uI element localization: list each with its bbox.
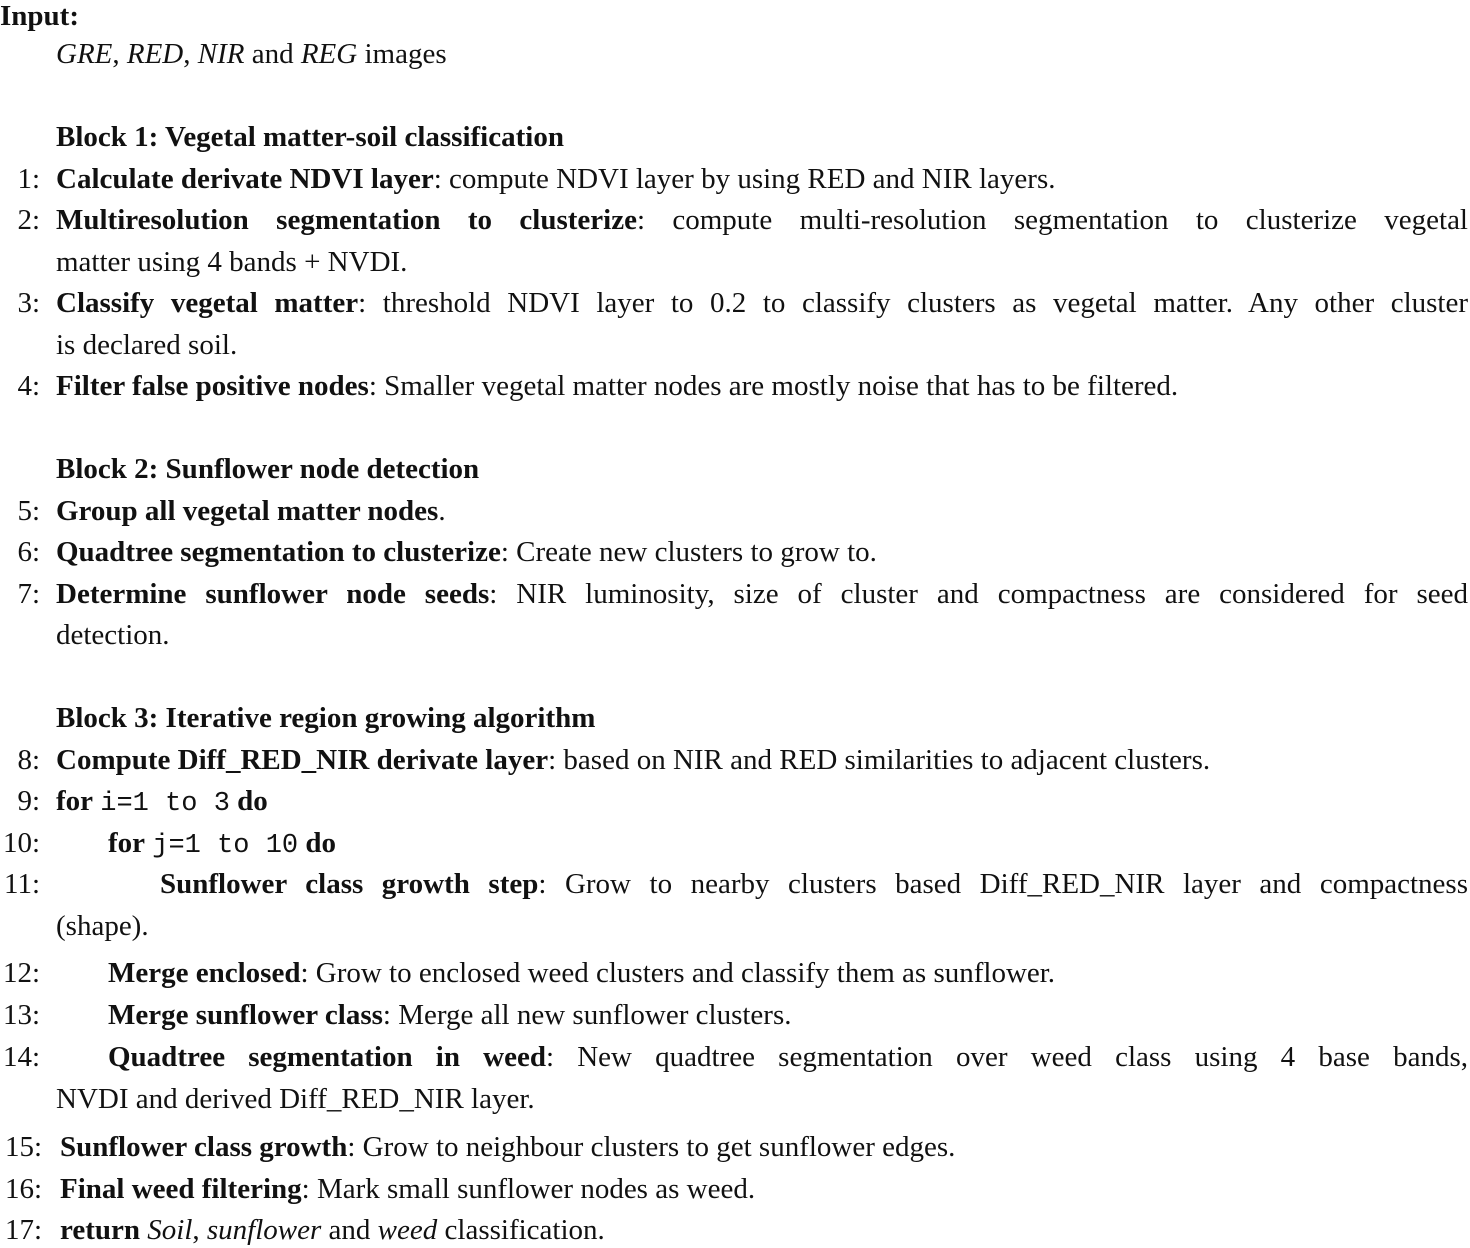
step-1: Calculate derivate NDVI layer: compute NDVI layer by using RED and NIR layers. (56, 163, 1056, 195)
step-11-continuation: (shape). (56, 910, 149, 942)
line-number-5: 5: (17, 495, 40, 527)
line-number-3: 3: (17, 287, 40, 319)
step-3-continuation: is declared soil. (56, 329, 238, 361)
step-7-continuation: detection. (56, 619, 170, 651)
line-number-4: 4: (17, 370, 40, 402)
step-6: Quadtree segmentation to clusterize: Create new clusters to grow to. (56, 536, 877, 568)
line-number-1: 1: (17, 163, 40, 195)
step-13: Merge sunflower class: Merge all new sunflower clusters. (108, 999, 792, 1031)
line-number-9: 9: (17, 785, 40, 817)
step-16: Final weed filtering: Mark small sunflower nodes as weed. (60, 1173, 756, 1205)
input-description: GRE, RED, NIR and REG images (56, 38, 447, 70)
step-2-continuation: matter using 4 bands + NVDI. (56, 246, 408, 278)
line-number-17: 17: (4, 1214, 42, 1246)
line-number-6: 6: (17, 536, 40, 568)
line-number-11: 11: (4, 868, 40, 900)
line-number-14: 14: (2, 1041, 40, 1073)
step-8: Compute Diff_RED_NIR derivate layer: based on NIR and RED similarities to adjacent clusters. (56, 744, 1211, 776)
line-number-2: 2: (17, 204, 40, 236)
line-number-13: 13: (2, 999, 40, 1031)
block3-title: Block 3: Iterative region growing algorithm (56, 702, 596, 734)
step-14-continuation: NVDI and derived Diff_RED_NIR layer. (56, 1083, 535, 1115)
step-15: Sunflower class growth: Grow to neighbour clusters to get sunflower edges. (60, 1131, 956, 1163)
line-number-10: 10: (2, 827, 40, 859)
block2-title: Block 2: Sunflower node detection (56, 453, 480, 485)
step-3: Classify vegetal matter: threshold NDVI layer to 0.2 to classify clusters as vegetal matter. Any other cluster (56, 287, 1468, 319)
input-heading: Input: (0, 0, 79, 32)
step-14: Quadtree segmentation in weed: New quadtree segmentation over weed class using 4 base bands, (108, 1041, 1468, 1073)
step-17-return: return Soil, sunflower and weed classification. (60, 1214, 605, 1246)
step-5: Group all vegetal matter nodes. (56, 495, 446, 527)
line-number-7: 7: (17, 578, 40, 610)
line-number-8: 8: (17, 744, 40, 776)
step-11: Sunflower class growth step: Grow to nearby clusters based Diff_RED_NIR layer and compactness (160, 868, 1468, 900)
step-7: Determine sunflower node seeds: NIR luminosity, size of cluster and compactness are considered for seed (56, 578, 1468, 610)
block1-title: Block 1: Vegetal matter-soil classification (56, 121, 564, 153)
step-10-for-loop: for j=1 to 10 do (108, 827, 336, 861)
step-4: Filter false positive nodes: Smaller vegetal matter nodes are mostly noise that has to be filtered. (56, 370, 1179, 402)
line-number-12: 12: (2, 957, 40, 989)
step-12: Merge enclosed: Grow to enclosed weed clusters and classify them as sunflower. (108, 957, 1056, 989)
step-9-for-loop: for i=1 to 3 do (56, 785, 268, 819)
step-2: Multiresolution segmentation to clusterize: compute multi-resolution segmentation to clusterize vegetal (56, 204, 1468, 236)
line-number-15: 15: (4, 1131, 42, 1163)
line-number-16: 16: (4, 1173, 42, 1205)
